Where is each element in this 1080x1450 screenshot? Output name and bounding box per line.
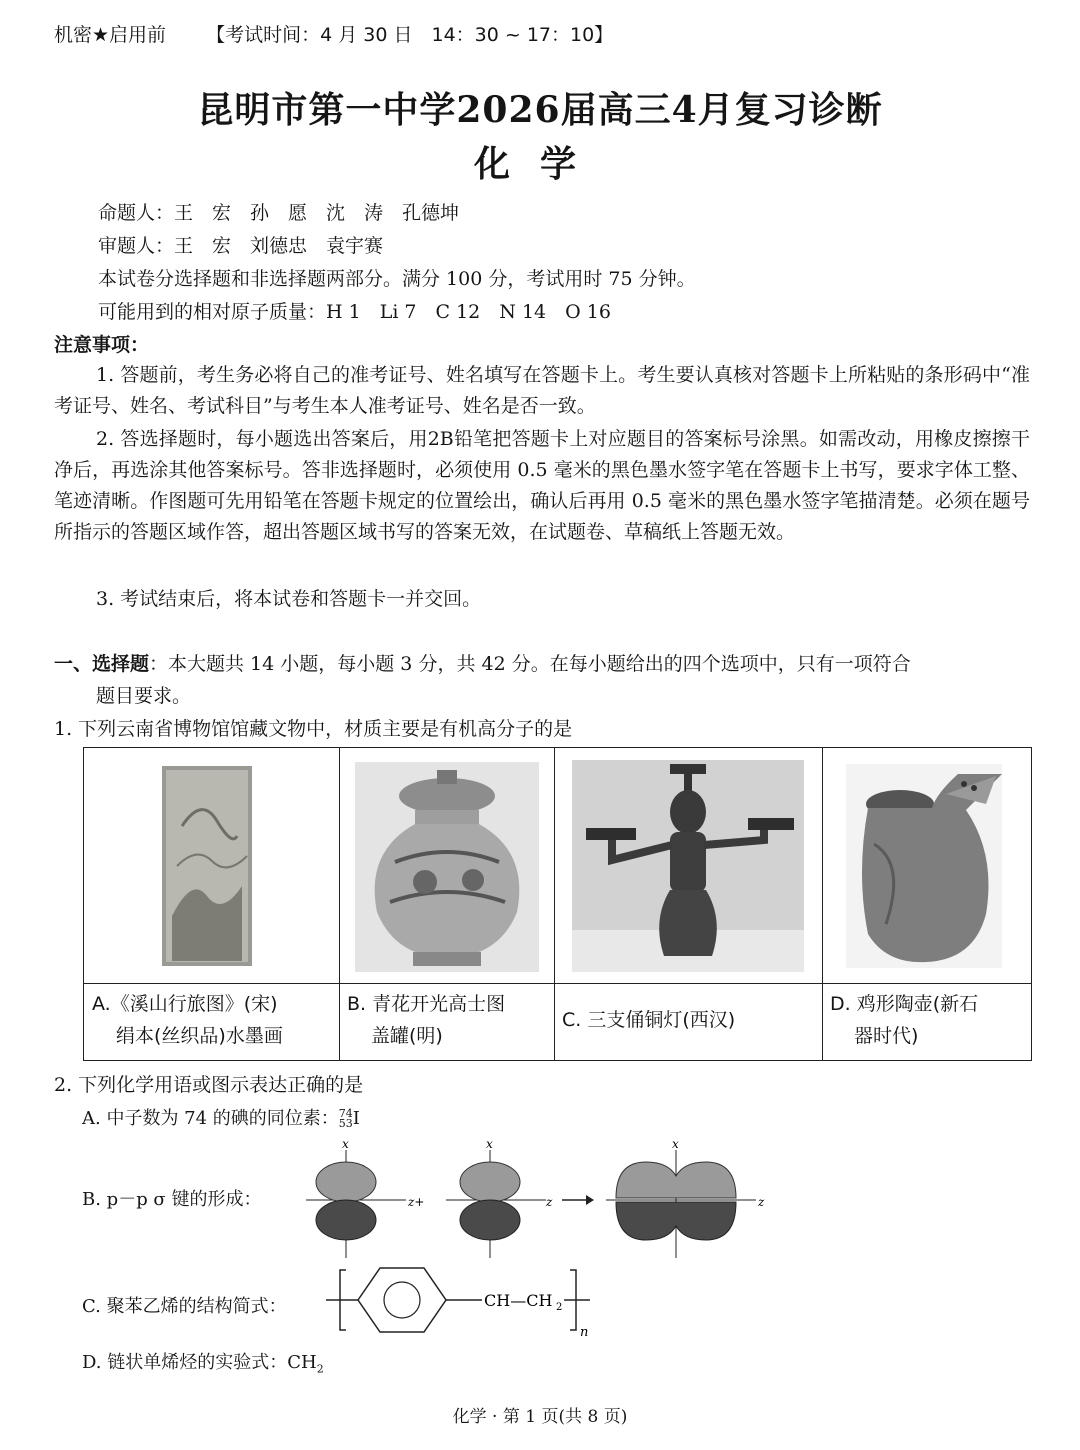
exam-info: 本试卷分选择题和非选择题两部分。满分 100 分，考试用时 75 分钟。 <box>98 268 696 290</box>
painting-image <box>162 766 252 966</box>
option-b-cell <box>339 748 555 1060</box>
svg-text:x: x <box>342 1138 349 1151</box>
confidential-label: 机密★启用前 <box>54 24 167 46</box>
option-d-cell <box>822 748 1031 1060</box>
header-line <box>54 20 647 47</box>
page-title: 昆明市第一中学2026届高三4月复习诊断 <box>197 89 883 131</box>
pottery-pot-image <box>846 764 1002 968</box>
exam-time: 【考试时间：4 月 30 日 14：30 ~ 17：10】 <box>206 24 614 46</box>
svg-text:z+: z+ <box>408 1195 425 1209</box>
polystyrene-structure <box>318 1262 598 1340</box>
q2-option-d: D. 链状单烯烃的实验式：$CH_2$ <box>82 1352 324 1376</box>
notes-heading: 注意事项： <box>54 334 150 356</box>
q2-option-b: B. p－p σ 键的形成： <box>82 1189 262 1210</box>
authors: 命题人：王 宏 孙 愿 沈 涛 孔德坤 <box>98 202 460 224</box>
vase-image <box>355 762 539 972</box>
section-heading <box>54 648 1030 712</box>
option-c-caption: C. 三支俑铜灯(西汉) <box>554 983 822 1060</box>
svg-text:n: n <box>580 1325 589 1340</box>
page-footer: 化学 · 第 1 页(共 8 页) <box>452 1407 628 1427</box>
section-desc: ：本大题共 14 小题，每小题 3 分，共 42 分。在每小题给出的四个选项中，只有一项符合 <box>149 653 911 675</box>
section-desc-cont: 题目要求。 <box>96 685 192 707</box>
question-2-stem: 2. 下列化学用语或图示表达正确的是 <box>54 1074 364 1096</box>
question-1-stem: 1. 下列云南省博物馆馆藏文物中，材质主要是有机高分子的是 <box>54 718 573 740</box>
subject-title: 化学 <box>473 143 606 185</box>
option-a-caption: A.《溪山行旅图》(宋) 绢本(丝织品)水墨画 <box>84 983 339 1060</box>
reviewers: 审题人：王 宏 刘德忠 袁宇赛 <box>98 235 384 257</box>
option-a-cell <box>84 748 340 1060</box>
q2-option-a: A. 中子数为 74 的碘的同位素：74 53I <box>82 1107 360 1130</box>
artifact-table <box>83 747 1032 1061</box>
svg-text:z: z <box>546 1195 553 1209</box>
option-c-cell <box>554 748 823 1060</box>
lamp-figure-image <box>572 760 804 972</box>
q2-option-c: C. 聚苯乙烯的结构简式： <box>82 1296 287 1317</box>
note-item: 3. 考试结束后，将本试卷和答题卡一并交回。 <box>96 588 482 610</box>
atomic-masses: 可能用到的相对原子质量：H 1 Li 7 C 12 N 14 O 16 <box>98 301 611 323</box>
svg-text:x: x <box>486 1138 493 1151</box>
section-label: 一、选择题 <box>54 653 150 675</box>
option-d-caption: D. 鸡形陶壶(新石 器时代) <box>822 983 1031 1060</box>
option-b-caption: B. 青花开光高士图 盖罐(明) <box>339 983 554 1060</box>
svg-text:x: x <box>672 1138 679 1151</box>
orbital-diagram <box>296 1138 776 1268</box>
svg-text:CH—CH: CH—CH <box>484 1291 553 1310</box>
note-item: 2. 答选择题时，每小题选出答案后，用2B铅笔把答题卡上对应题目的答案标号涂黑。如需改动，用橡皮擦擦干净后，再选涂其他答案标号。答非选择题时，必须使用 0.5 毫米的黑色墨水签字笔在答题卡上书写，要求字体工整、笔迹清晰。作图题可先用铅笔在答题卡规定的位置绘出，确认后再用 0.5 毫米的黑色墨水签字笔描清楚。必须在题号所指示的答题区域作答，超出答题区域书写的答案无效，在试题卷、草稿纸上答题无效。 <box>54 428 1030 543</box>
note-item: 1. 答题前，考生务必将自己的准考证号、姓名填写在答题卡上。考生要认真核对答题卡上所粘贴的条形码中“准考证号、姓名、考试科目”与考生本人准考证号、姓名是否一致。 <box>54 364 1030 417</box>
svg-text:2: 2 <box>556 1302 563 1313</box>
svg-text:z: z <box>758 1195 765 1209</box>
